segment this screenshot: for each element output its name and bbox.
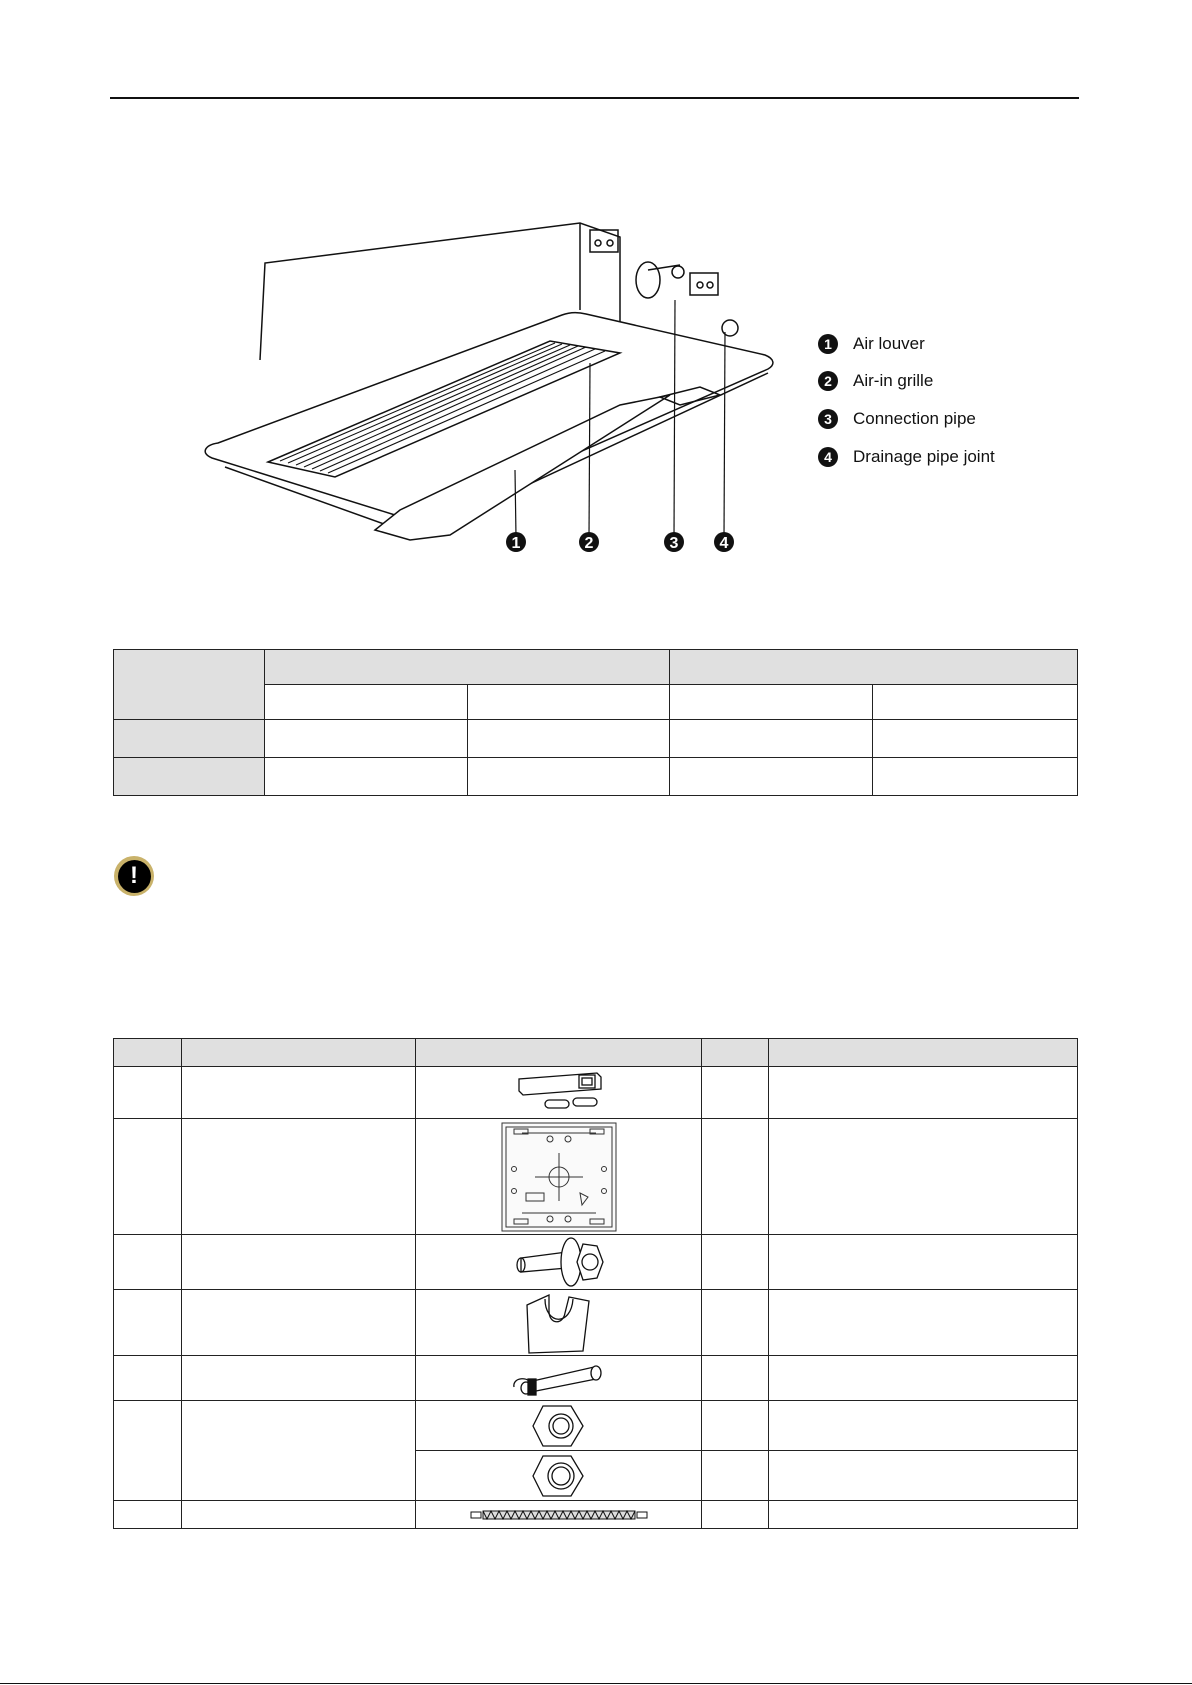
spec-table	[113, 649, 1078, 796]
acc-cell	[769, 1119, 1078, 1235]
acc-image-cell	[415, 1067, 702, 1119]
spec-row-header	[114, 758, 265, 796]
spec-cell	[264, 685, 467, 720]
acc-cell	[702, 1290, 769, 1356]
acc-header-cell	[415, 1039, 702, 1067]
spec-cell	[670, 720, 873, 758]
acc-cell	[769, 1501, 1078, 1529]
footer-rule	[0, 1683, 1192, 1684]
legend-label: Air-in grille	[853, 371, 934, 391]
bolt-icon	[509, 1236, 609, 1288]
legend-item	[818, 400, 995, 438]
callout-1: 1	[511, 535, 521, 552]
acc-cell	[181, 1067, 415, 1119]
acc-cell	[769, 1290, 1078, 1356]
acc-header-cell	[181, 1039, 415, 1067]
acc-header-cell	[114, 1039, 182, 1067]
acc-cell	[702, 1501, 769, 1529]
legend-number: 2	[818, 371, 838, 391]
acc-cell	[181, 1119, 415, 1235]
acc-image-cell	[415, 1235, 702, 1290]
spec-cell	[264, 758, 467, 796]
acc-image-cell	[415, 1356, 702, 1401]
acc-cell	[702, 1356, 769, 1401]
acc-image-cell	[415, 1290, 702, 1356]
nut-icon	[529, 1402, 589, 1450]
spec-header-cell	[114, 650, 265, 720]
acc-image-cell	[415, 1401, 702, 1451]
callout-2: 2	[584, 535, 594, 552]
spec-cell	[467, 720, 670, 758]
legend-label: Air louver	[853, 333, 925, 353]
legend-item	[818, 438, 995, 476]
drain-pipe-icon	[504, 1357, 614, 1399]
acc-cell	[702, 1401, 769, 1451]
legend-label: Connection pipe	[853, 408, 976, 428]
callout-3: 3	[669, 535, 679, 552]
acc-cell	[114, 1119, 182, 1235]
indoor-unit-illustration	[200, 215, 780, 560]
spec-cell	[873, 685, 1078, 720]
legend-number: 1	[818, 334, 838, 354]
acc-cell	[769, 1451, 1078, 1501]
acc-image-cell	[415, 1501, 702, 1529]
spec-cell	[670, 685, 873, 720]
acc-cell	[114, 1356, 182, 1401]
acc-cell	[769, 1401, 1078, 1451]
acc-cell	[114, 1401, 182, 1501]
spec-header-cell	[264, 650, 670, 685]
spec-row-header	[114, 720, 265, 758]
acc-cell	[702, 1067, 769, 1119]
warning-glyph: !	[118, 860, 151, 893]
acc-cell	[702, 1451, 769, 1501]
acc-cell	[769, 1067, 1078, 1119]
acc-cell	[114, 1235, 182, 1290]
acc-cell	[702, 1119, 769, 1235]
spec-cell	[467, 685, 670, 720]
acc-image-cell	[415, 1451, 702, 1501]
acc-header-cell	[702, 1039, 769, 1067]
spec-cell	[670, 758, 873, 796]
acc-image-cell	[415, 1119, 702, 1235]
acc-cell	[181, 1290, 415, 1356]
remote-controller-icon	[509, 1069, 609, 1117]
acc-cell	[114, 1501, 182, 1529]
acc-header-cell	[769, 1039, 1078, 1067]
acc-cell	[181, 1356, 415, 1401]
spec-cell	[467, 758, 670, 796]
legend-item	[818, 325, 995, 363]
callout-4: 4	[719, 535, 729, 552]
acc-cell	[114, 1067, 182, 1119]
flexible-hose-icon	[469, 1507, 649, 1523]
header-rule	[110, 97, 1079, 99]
warning-icon	[114, 856, 154, 896]
acc-cell	[114, 1290, 182, 1356]
nut-icon	[529, 1452, 589, 1500]
legend-number: 4	[818, 447, 838, 467]
acc-cell	[702, 1235, 769, 1290]
installation-paper-icon	[500, 1121, 618, 1233]
hook-washer-icon	[519, 1291, 599, 1355]
acc-cell	[181, 1401, 415, 1501]
spec-header-cell	[670, 650, 1078, 685]
acc-cell	[181, 1501, 415, 1529]
spec-cell	[873, 758, 1078, 796]
legend-number: 3	[818, 409, 838, 429]
accessories-table	[113, 1038, 1078, 1529]
legend-label: Drainage pipe joint	[853, 446, 995, 466]
parts-legend	[818, 325, 995, 475]
spec-cell	[873, 720, 1078, 758]
legend-item	[818, 363, 995, 401]
spec-cell	[264, 720, 467, 758]
acc-cell	[181, 1235, 415, 1290]
acc-cell	[769, 1356, 1078, 1401]
acc-cell	[769, 1235, 1078, 1290]
